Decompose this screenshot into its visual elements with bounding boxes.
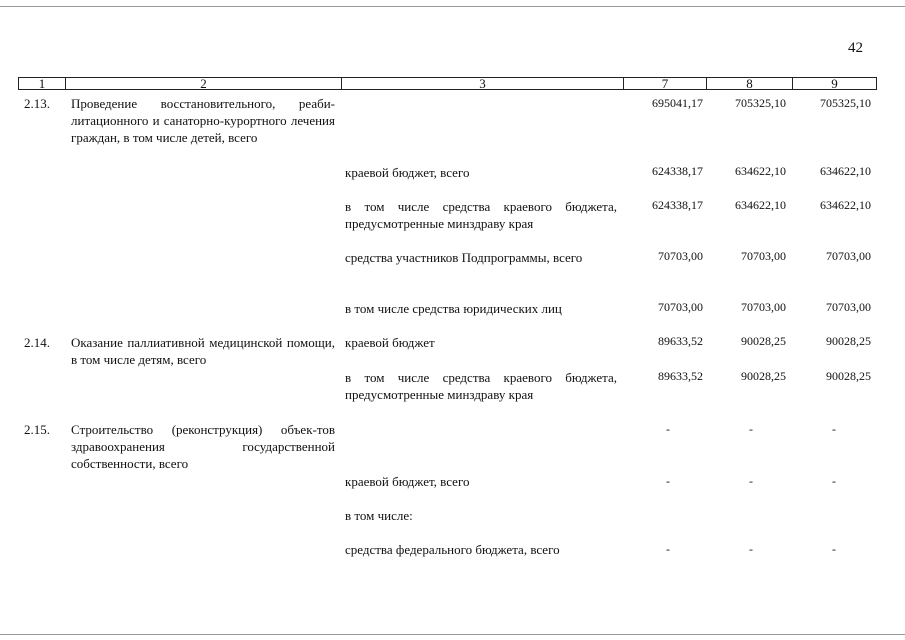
row-title: Оказание паллиативной медицинской помощи, в том числе детям, всего <box>71 335 335 367</box>
funding-source: средства участников Подпрограммы, всего <box>345 250 583 265</box>
value-col-7: 89633,52 <box>658 369 703 383</box>
row-code: 2.13. <box>24 96 50 111</box>
header-col-8: 8 <box>706 77 793 90</box>
funding-source: краевой бюджет, всего <box>345 165 470 180</box>
value-col-7: 624338,17 <box>652 164 703 178</box>
funding-source: в том числе средства юридических лиц <box>345 301 562 316</box>
funding-source: краевой бюджет <box>345 335 435 350</box>
value-col-9: 634622,10 <box>820 164 871 178</box>
row-code: 2.14. <box>24 335 50 350</box>
value-col-9: 90028,25 <box>826 369 871 383</box>
value-col-9: 634622,10 <box>820 198 871 212</box>
value-col-8: 634622,10 <box>735 198 786 212</box>
value-col-9: 70703,00 <box>826 249 871 263</box>
value-col-7: 695041,17 <box>652 96 703 110</box>
value-col-7: - <box>666 422 670 436</box>
value-col-8: - <box>749 474 753 488</box>
row-title: Проведение восстановительного, реаби-литационного и санаторно-курортного лечения граждан, в том числе детей, всего <box>71 96 335 145</box>
value-col-7: - <box>666 474 670 488</box>
value-col-7: 70703,00 <box>658 249 703 263</box>
value-col-9: 705325,10 <box>820 96 871 110</box>
value-col-7: 624338,17 <box>652 198 703 212</box>
value-col-7: 70703,00 <box>658 300 703 314</box>
value-col-9: - <box>832 542 836 556</box>
value-col-8: 634622,10 <box>735 164 786 178</box>
funding-source: средства федерального бюджета, всего <box>345 542 560 557</box>
header-col-7: 7 <box>623 77 707 90</box>
scan-top-line <box>0 6 905 7</box>
value-col-7: - <box>666 542 670 556</box>
value-col-7: 89633,52 <box>658 334 703 348</box>
funding-source: в том числе: <box>345 508 413 523</box>
value-col-8: 70703,00 <box>741 249 786 263</box>
value-col-9: - <box>832 474 836 488</box>
header-col-1: 1 <box>18 77 66 90</box>
scan-bottom-line <box>0 634 905 635</box>
header-col-2: 2 <box>65 77 342 90</box>
header-col-9: 9 <box>792 77 877 90</box>
funding-source: краевой бюджет, всего <box>345 474 470 489</box>
page-number: 42 <box>848 40 863 56</box>
value-col-8: - <box>749 422 753 436</box>
value-col-8: 90028,25 <box>741 334 786 348</box>
value-col-8: 705325,10 <box>735 96 786 110</box>
value-col-9: 70703,00 <box>826 300 871 314</box>
value-col-9: - <box>832 422 836 436</box>
funding-source: в том числе средства краевого бюджета, предусмотренные минздраву края <box>345 370 617 402</box>
header-col-3: 3 <box>341 77 624 90</box>
row-code: 2.15. <box>24 422 50 437</box>
value-col-8: - <box>749 542 753 556</box>
row-title: Строительство (реконструкция) объек-тов здравоохранения государственной собственности, всего <box>71 422 335 471</box>
value-col-8: 90028,25 <box>741 369 786 383</box>
value-col-8: 70703,00 <box>741 300 786 314</box>
funding-source: в том числе средства краевого бюджета, предусмотренные минздраву края <box>345 199 617 231</box>
value-col-9: 90028,25 <box>826 334 871 348</box>
